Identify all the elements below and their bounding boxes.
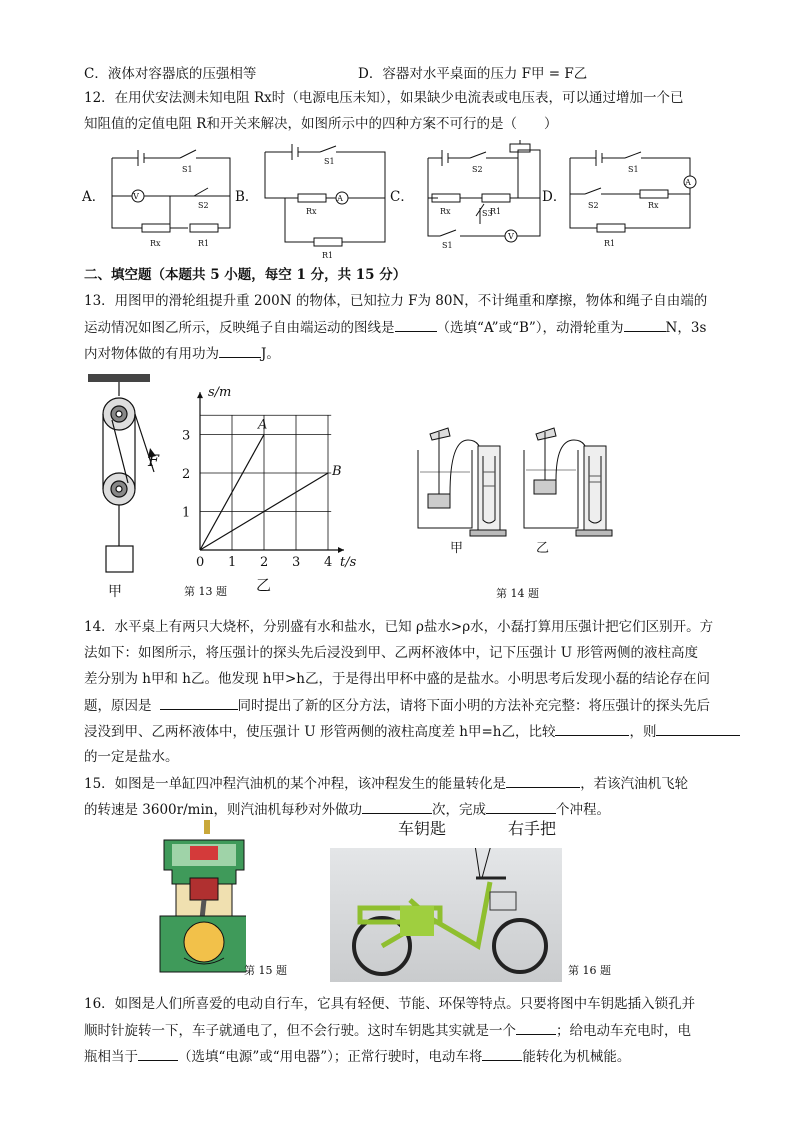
q13-line3-part-b: J。 xyxy=(261,346,280,362)
circuit-c-voltmeter-label: V xyxy=(508,232,514,241)
pulley-system-figure xyxy=(88,374,168,600)
q15-line1-part-b: ，若该汽油机飞轮 xyxy=(580,776,689,792)
q16-line3-part-b: （选填“电源”或“用电器”）；正常行驶时，电动车将 xyxy=(178,1049,483,1065)
x-tick-label: 1 xyxy=(228,555,237,570)
circuit-a-s2-label: S2 xyxy=(198,201,209,210)
q15-line2-part-a: 的转速是 3600r/min，则汽油机每秒对外做功 xyxy=(84,802,362,818)
x-tick-label: 4 xyxy=(324,555,333,570)
q14-line4-part-a: 题，原因是 xyxy=(84,698,152,714)
q14-blank-2[interactable] xyxy=(555,721,629,736)
q13-blank-2[interactable] xyxy=(624,317,666,332)
q14-caption: 第 14 题 xyxy=(496,587,539,600)
engine-figure xyxy=(150,820,246,980)
circuit-a-r1-label: R1 xyxy=(198,239,210,248)
y-tick-label: 3 xyxy=(182,428,191,444)
s-t-chart xyxy=(176,380,376,600)
series-label-A: A xyxy=(258,417,268,433)
y-axis-label: s/m xyxy=(208,385,232,401)
pressure-gauge-figure xyxy=(410,420,620,560)
q14-line4 xyxy=(84,695,710,716)
y-tick-label: 2 xyxy=(182,467,191,482)
q16-line3 xyxy=(84,1046,630,1067)
q16-line2-part-a: 顺时针旋转一下，车子就通电了，但不会行驶。这时车钥匙其实就是一个 xyxy=(84,1023,516,1039)
option-b-label: B． xyxy=(235,189,259,205)
q13-line1: 13．用图甲的滑轮组提升重 200N 的物体，已知拉力 F为 80N，不计绳重和摩擦，物体和绳子自由端的 xyxy=(84,293,708,309)
circuit-d xyxy=(570,150,696,232)
x-tick-label: 2 xyxy=(260,555,269,570)
q16-line3-part-a: 瓶相当于 xyxy=(84,1049,138,1065)
option-a-label: A． xyxy=(82,189,106,205)
circuit-c-s1-label: S1 xyxy=(442,241,453,250)
bike-drawing xyxy=(330,848,562,982)
circuit-b-r1-label: R1 xyxy=(322,251,334,260)
q15-line2-part-c: 个冲程。 xyxy=(555,802,610,818)
circuit-a-rx-label: Rx xyxy=(150,239,161,248)
q12-line1: 12．在用伏安法测未知电阻 Rx时（电源电压未知），如果缺少电流表或电压表，可以通过增加一个已 xyxy=(84,90,684,106)
q16-caption: 第 16 题 xyxy=(568,964,611,977)
electric-bike-photo xyxy=(330,848,562,982)
y-tick-label: 1 xyxy=(182,505,191,521)
q12-circuits xyxy=(80,138,720,260)
q16-line2 xyxy=(84,1020,691,1041)
force-label: F xyxy=(148,451,160,470)
q14-line3: 差分别为 h甲和 h乙。他发现 h甲>h乙，于是得出甲杯中盛的是盐水。小明思考后发现小磊的结论存在问 xyxy=(84,671,710,687)
circuit-d-s1-label: S1 xyxy=(628,165,639,174)
q11-option-c: C．液体对容器底的压强相等 xyxy=(84,66,257,82)
chart-labels xyxy=(182,385,357,594)
q14-line5-part-a: 浸没到甲、乙两杯液体中，使压强计 U 形管两侧的液柱高度差 h甲=h乙，比较 xyxy=(84,724,556,740)
fig-jia-label: 甲 xyxy=(108,584,122,600)
x-axis-label: t/s xyxy=(340,555,357,570)
circuit-c-s3-label: S3 xyxy=(482,209,493,218)
q13-blank-1[interactable] xyxy=(395,317,437,332)
q15-blank-1[interactable] xyxy=(506,773,580,788)
q14-line5 xyxy=(84,721,740,742)
fig-yi-label: 乙 xyxy=(256,576,272,594)
section-heading: 二、填空题（本题共 5 小题，每空 1 分，共 15 分） xyxy=(84,267,407,283)
x-tick-label: 0 xyxy=(196,555,205,570)
q16-blank-3[interactable] xyxy=(482,1046,522,1061)
circuit-c-rx-label: Rx xyxy=(440,207,451,216)
q16-blank-1[interactable] xyxy=(516,1020,556,1035)
circuit-d-r1-label: R1 xyxy=(604,239,616,248)
q13-blank-3[interactable] xyxy=(219,343,261,358)
circuit-a-s1-label: S1 xyxy=(182,165,193,174)
circuit-b-s1-label: S1 xyxy=(324,157,335,166)
fig14-yi-label: 乙 xyxy=(536,541,550,556)
q15-line1-part-a: 15．如图是一单缸四冲程汽油机的某个冲程，该冲程发生的能量转化是 xyxy=(84,776,507,792)
q14-line1: 14．水平桌上有两只大烧杯，分别盛有水和盐水，已知 ρ盐水>ρ水，小磊打算用压强计把它们区别开。方 xyxy=(84,619,714,635)
q15-blank-2[interactable] xyxy=(362,799,432,814)
q13-line3-part-a: 内对物体做的有用功为 xyxy=(84,346,219,362)
fig14-jia-label: 甲 xyxy=(450,541,464,556)
label-right-handle: 右手把 xyxy=(508,819,557,838)
q16-line1: 16．如图是人们所喜爱的电动自行车，它具有轻便、节能、环保等特点。只要将图中车钥匙插入锁孔并 xyxy=(84,996,696,1012)
x-tick-label: 3 xyxy=(292,555,301,570)
circuit-a xyxy=(112,150,230,232)
series-label-B: B xyxy=(332,464,342,479)
q14-line2: 法如下：如图所示，将压强计的探头先后浸没到甲、乙两杯液体中，记下压强计 U 形管两侧的液柱高度 xyxy=(84,645,698,661)
circuit-d-ammeter-label: A xyxy=(685,178,691,187)
q13-line2 xyxy=(84,317,706,338)
q12-line2: 知阻值的定值电阻 R和开关来解决，如图所示中的四种方案不可行的是（ ） xyxy=(84,116,558,132)
q14-line4-part-b: 同时提出了新的区分方法，请将下面小明的方法补充完整：将压强计的探头先后 xyxy=(237,698,710,714)
option-d-label: D． xyxy=(542,189,567,205)
q16-line2-part-b: ；给电动车充电时，电 xyxy=(556,1023,691,1039)
q13-line3 xyxy=(84,343,280,364)
q15-blank-3[interactable] xyxy=(486,799,556,814)
q13-caption: 第 13 题 xyxy=(184,585,227,598)
circuit-c xyxy=(428,140,540,242)
q16-blank-2[interactable] xyxy=(138,1046,178,1061)
q14-line6: 的一定是盐水。 xyxy=(84,749,179,765)
chart-axes xyxy=(197,392,344,553)
label-car-key: 车钥匙 xyxy=(398,819,447,838)
q15-line1 xyxy=(84,773,688,794)
x-axis-arrow xyxy=(338,547,344,553)
q15-line2-part-b: 次，完成 xyxy=(431,802,486,818)
circuit-c-r1-label: R1 xyxy=(490,207,502,216)
circuit-b-rx-label: Rx xyxy=(306,207,317,216)
q13-line2-part-c: N，3s xyxy=(665,320,707,336)
q15-caption: 第 15 题 xyxy=(244,964,287,977)
circuit-b-ammeter-label: A xyxy=(337,194,343,203)
q11-option-d: D．容器对水平桌面的压力 F甲 = F乙 xyxy=(358,66,588,82)
y-axis-arrow xyxy=(197,392,203,398)
circuit-d-rx-label: Rx xyxy=(648,201,659,210)
q16-line3-part-c: 能转化为机械能。 xyxy=(522,1049,631,1065)
q13-line2-part-b: （选填“A”或“B”），动滑轮重为 xyxy=(436,320,624,336)
circuit-d-s2-label: S2 xyxy=(588,201,599,210)
q14-blank-3[interactable] xyxy=(656,721,740,736)
q14-blank-1[interactable] xyxy=(160,695,238,710)
option-c-label: C． xyxy=(390,189,414,205)
q13-line2-part-a: 运动情况如图乙所示，反映绳子自由端运动的图线是 xyxy=(84,320,395,336)
q14-line5-part-b: ，则 xyxy=(629,724,657,740)
circuit-c-s2-label: S2 xyxy=(472,165,483,174)
circuit-a-voltmeter-label: V xyxy=(133,192,139,201)
